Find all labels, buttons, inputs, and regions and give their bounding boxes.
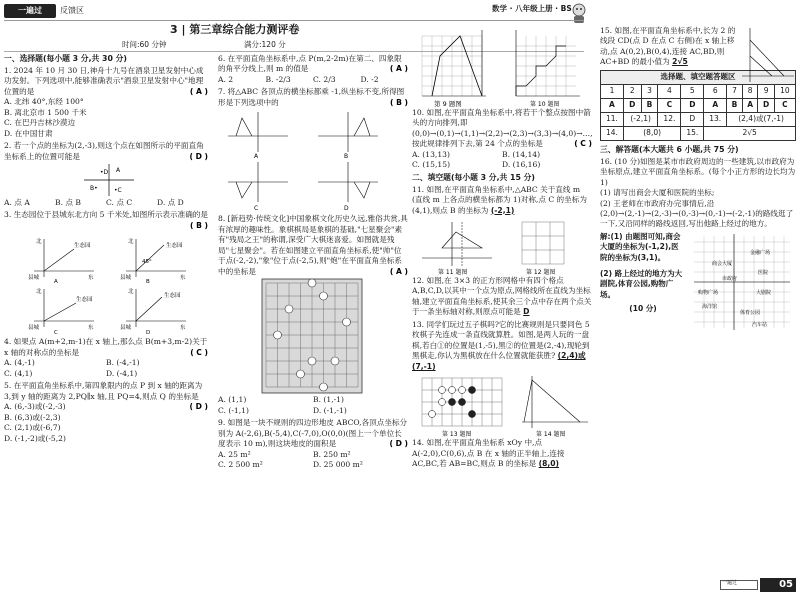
county-label: 县城 — [28, 325, 40, 332]
option: B. (14,14) — [502, 149, 541, 159]
svg-text:•D: •D — [100, 168, 109, 176]
table-cell: D — [623, 98, 641, 112]
option: D. (-4,1) — [106, 368, 138, 378]
question-text: 2. 若一个点的坐标为(2,-3),则这个点在如图所示的平面直角坐标系上的位置可能是 — [4, 141, 204, 161]
page-number: 05 — [760, 578, 796, 592]
fill-answer: 2√5 — [672, 57, 688, 67]
question-text: 14. 如图,在平面直角坐标系 xOy 中,点 A(-2,0),C(0,6),点 B 在 x 轴的正半轴上,连接 AC,BC,若 AB=BC,则点 B 的坐标是 — [412, 438, 565, 469]
answer: ( A ) — [389, 64, 408, 74]
north-label: 北 — [128, 289, 134, 296]
table-cell: D — [681, 98, 704, 112]
option: C. (15,15) — [412, 160, 451, 170]
options — [218, 395, 408, 416]
fill-answer: (-2,1) — [490, 205, 515, 215]
table-cell: 14. — [601, 126, 624, 140]
eco-park-label: 生态园 — [164, 293, 181, 300]
question-text: 7. 将△ABC 各顶点的横坐标都乘 -1,纵坐标不变,所得图形是下列选项中的 — [218, 87, 405, 107]
map-label: 医院 — [758, 269, 769, 276]
question-8 — [218, 214, 408, 416]
option: B. (6,3)或(-2,3) — [4, 412, 61, 422]
chess-board-figure — [218, 277, 408, 395]
options — [4, 358, 208, 379]
east-label: 东 — [180, 275, 186, 282]
figure-caption: 第 10 题图 — [530, 101, 560, 108]
map-label: 商会大厦 — [712, 260, 733, 267]
fill-answer: D — [523, 307, 530, 317]
table-cell: B — [641, 98, 658, 112]
q3-figure — [4, 231, 208, 335]
question-text: 15. 如图,在平面直角坐标系中,长为 2 的线段 CD(点 D 在点 C 右侧)在 x 轴上移动,点 A(0,2),B(0,4),连接 AC,BD,则 AC+BD 的最小值为 — [600, 26, 736, 67]
option: B. (1,-1) — [313, 395, 344, 405]
svg-text:A: A — [116, 166, 121, 174]
map-label: 市政府 — [722, 275, 738, 282]
answer: ( B ) — [389, 97, 408, 107]
figure-caption: 第 11 题图 — [438, 268, 468, 276]
question-text: 12. 如图,在 3×3 的正方形网格中有四个格点 A,B,C,D,以其中一个点为原点,网格线所在直线为坐标轴,建立平面直角坐标系,使其余三个点中存在两个点关于一条坐标轴对称,则原点可能是 — [412, 275, 592, 317]
question-text: 5. 在平面直角坐标系中,第四象限内的点 P 到 x 轴的距离为 3,到 y 轴的距离为 2,PQ∥x 轴,且 PQ=4,则点 Q 的坐标是 — [4, 381, 203, 401]
svg-text:•C: •C — [114, 186, 122, 194]
question-7 — [218, 87, 408, 212]
table-row — [601, 98, 796, 112]
question-5 — [4, 381, 208, 444]
option: D. (-1,-1) — [313, 405, 347, 415]
question-text: 8. [新趋势·传统文化]中国象棋文化历史久远,雅俗共赏,具有浓厚的趣味性。象棋棋局是象棋的基础,"七星聚会"素有"残局之王"的称谓,深受广大棋迷喜爱。如图就是残局"七星聚会"。若在如图建立平面直角坐标系,使"帅"位于点(-2,-2),"象"位于点(-2,5),则"炮"在平面直角坐标系中的坐标是 — [218, 214, 408, 276]
options — [412, 150, 592, 171]
map-label: 金融广场 — [750, 249, 771, 256]
figure-label: C — [54, 330, 58, 336]
table-cell: 5 — [681, 84, 704, 98]
question-16 — [600, 157, 796, 230]
fill-answer: (2,4)或(7,-1) — [412, 351, 586, 371]
q15-figure — [740, 26, 796, 86]
q7-figure — [218, 108, 408, 212]
option: D. (16,16) — [502, 160, 541, 170]
question-text: 11. 如图,在平面直角坐标系中,△ABC 关于直线 m (直线 m 上各点的横坐标都为 1)对称,点 C 的坐标为(4,1),则点 B 的坐标为 — [412, 184, 587, 215]
question-3 — [4, 210, 208, 335]
figure-caption: 第 14 题图 — [536, 431, 566, 439]
question-2 — [4, 141, 208, 208]
answer: ( C ) — [574, 139, 592, 149]
question-text: 6. 在平面直角坐标系中,点 P(m,2-2m)在第二、四象限的角平分线上,则 m 的值是 — [218, 54, 402, 74]
brand-logo: 一遍过 — [4, 4, 56, 18]
question-10 — [412, 108, 592, 171]
solution-text — [600, 232, 686, 332]
table-cell: (-2,1) — [623, 112, 658, 126]
question-4 — [4, 337, 208, 379]
feedback-label: 反馈区 — [60, 6, 84, 15]
figure-label: A — [254, 153, 259, 161]
angle-label: 45° — [142, 259, 152, 266]
answer: ( D ) — [189, 151, 208, 161]
options — [218, 450, 408, 471]
option: B. -2/3 — [265, 74, 291, 84]
section-heading: 三、解答题(本大题共 6 小题,共 75 分) — [600, 144, 739, 154]
option: C. (4,1) — [4, 368, 33, 378]
header-rule — [4, 20, 584, 21]
column-2 — [218, 54, 408, 472]
question-9 — [218, 418, 408, 470]
option: B. 250 m² — [313, 449, 351, 459]
time-label: 时间:60 分钟 — [122, 40, 167, 49]
question-15 — [600, 26, 796, 68]
svg-text:B•: B• — [90, 184, 98, 192]
eco-park-label: 生态园 — [166, 243, 183, 250]
question-14 — [412, 438, 592, 469]
figure-label: D — [344, 205, 349, 213]
option: D. -2 — [360, 74, 379, 84]
table-title: 选择题、填空题答题区 — [601, 70, 796, 84]
table-cell: 3 — [641, 84, 658, 98]
table-cell: D — [758, 98, 774, 112]
section-heading: 二、填空题(每小题 3 分,共 15 分) — [412, 172, 535, 182]
option: B. 点 B — [55, 197, 81, 207]
table-cell: 15. — [681, 126, 704, 140]
table-cell: 13. — [704, 112, 727, 126]
question-text: 9. 如图是一块不规则的四边形地皮 ABCO,各顶点坐标分别为 A(-2,6),B(-5,4),C(-7,0),O(0,0)(图上一个单位长度表示 10 m),则这块地皮的面积是 — [218, 418, 408, 449]
eco-park-label: 生态园 — [74, 243, 91, 250]
table-cell: B — [727, 98, 743, 112]
question-text: 1. 2024 年 10 月 30 日,神舟十九号在酒泉卫星发射中心成功发射。下列选项中,能够准确表示"酒泉卫星发射中心"地理位置的是 — [4, 65, 204, 96]
option: A. 25 m² — [218, 449, 251, 459]
table-row — [601, 126, 796, 140]
table-cell: 2 — [623, 84, 641, 98]
table-cell: 8 — [742, 84, 758, 98]
county-label: 县城 — [120, 275, 132, 282]
question-text: 10. 如图,在平面直角坐标系中,将若干个整点按图中箭头的方向排列,即(0,0)→(0,1)→(1,1)→(2,2)→(2,3)→(3,3)→(4,0)→…,按此规律排列下去,第 24 个点的坐标是 — [412, 108, 593, 149]
city-map-figure — [690, 232, 794, 332]
q2-figure — [4, 162, 208, 198]
question-6 — [218, 54, 408, 85]
north-label: 北 — [128, 239, 134, 246]
sub-question: (2) 王老师在市政府办完事情后,沿(2,0)→(2,-1)→(2,-3)→(0,-3)→(0,-1)→(-2,-1)的路线逛了一下,又沿同样的路线返回,写出他路上经过的地方。 — [600, 198, 794, 229]
question-text: 3. 生态园位于县城东北方向 5 千米处,如图所示表示准确的是 — [4, 210, 208, 220]
answer: ( D ) — [189, 402, 208, 412]
solution-block — [600, 232, 796, 332]
option: C. (2,1)或(-6,7) — [4, 423, 61, 433]
table-cell: A — [704, 98, 727, 112]
map-label: 海洋馆 — [702, 303, 718, 310]
section-heading: 一、选择题(每小题 3 分,共 30 分) — [4, 54, 127, 63]
option: A. (1,1) — [218, 395, 247, 405]
option: C. 在巴丹吉林沙漠边 — [4, 118, 76, 128]
eco-park-label: 生态园 — [76, 297, 93, 304]
county-label: 县城 — [28, 275, 40, 282]
figure-caption: 第 12 题图 — [526, 268, 556, 276]
option: C. (-1,1) — [218, 405, 249, 415]
option: C. 2/3 — [313, 74, 336, 84]
options — [4, 97, 208, 139]
options — [218, 75, 408, 85]
county-label: 县城 — [120, 325, 132, 332]
q13-q14-figures — [412, 374, 592, 438]
q11-q12-figures — [412, 218, 592, 276]
table-cell: C — [774, 98, 795, 112]
answer: ( B ) — [189, 220, 208, 230]
option: A. 北纬 40°,东经 100° — [4, 97, 84, 107]
solution-score: (10 分) — [629, 303, 657, 313]
answer: ( C ) — [190, 347, 208, 357]
option: A. 点 A — [4, 197, 30, 207]
answer: ( A ) — [189, 86, 208, 96]
score-label: 满分:120 分 — [244, 40, 286, 49]
solution-2: (2) 路上经过的地方为大剧院,体育公园,购物广场。 — [600, 268, 683, 299]
options — [4, 198, 208, 208]
column-4 — [600, 26, 796, 332]
option: A. 2 — [218, 74, 234, 84]
solution-1: 解:(1) 由题图可知,商会大厦的坐标为(-1,2),医院的坐标为(3,1)。 — [600, 231, 681, 262]
option: D. 在中国甘肃 — [4, 128, 53, 138]
sub-question: (1) 请写出商会大厦和医院的坐标; — [600, 188, 715, 198]
option: A. (6,-3)或(-2,-3) — [4, 402, 66, 412]
question-text: 4. 如果点 A(m+2,m-1)在 x 轴上,那么点 B(m+3,m-2)关于 x 轴的对称点的坐标是 — [4, 337, 208, 357]
column-1 — [4, 54, 208, 446]
table-cell: A — [742, 98, 758, 112]
east-label: 东 — [88, 325, 94, 332]
option: D. 点 D — [157, 197, 184, 207]
options — [4, 402, 208, 444]
question-12 — [412, 276, 592, 318]
column-3 — [412, 26, 592, 472]
east-label: 东 — [88, 275, 94, 282]
map-label: 体育公园 — [740, 309, 761, 316]
table-cell: 7 — [727, 84, 743, 98]
option: C. 点 C — [106, 197, 133, 207]
answer: ( D ) — [389, 439, 408, 449]
map-label: 大剧院 — [756, 289, 772, 296]
map-label: 汽车站 — [752, 321, 768, 328]
question-text: 16. (10 分)如图是某市市政府周边的一些建筑,以市政府为坐标原点,建立平面直角坐标系。(每个小正方形的边长均为 1) — [600, 156, 796, 187]
option: D. (-1,-2)或(-5,2) — [4, 433, 66, 443]
answer: ( A ) — [389, 266, 408, 276]
figure-label: B — [344, 153, 349, 161]
question-11 — [412, 185, 592, 216]
option: B. (-4,-1) — [106, 358, 140, 368]
question-13 — [412, 320, 592, 372]
q9-q10-figures — [412, 26, 592, 108]
table-cell: 12. — [658, 112, 681, 126]
table-cell: (2,4)或(7,-1) — [727, 112, 796, 126]
option: A. (4,-1) — [4, 358, 35, 368]
table-cell: 4 — [658, 84, 681, 98]
map-label: 购物广场 — [698, 289, 719, 296]
table-cell: 11. — [601, 112, 624, 126]
subject-label: 数学 · 八年级上册 · BS — [492, 4, 572, 13]
figure-caption: 第 9 题图 — [434, 100, 462, 108]
table-cell: C — [658, 98, 681, 112]
table-row — [601, 84, 796, 98]
table-cell: 9 — [758, 84, 774, 98]
exam-title: 3 | 第三章综合能力测评卷 — [170, 23, 300, 36]
east-label: 东 — [180, 325, 186, 332]
table-cell: 1 — [601, 84, 624, 98]
figure-label: B — [146, 279, 150, 286]
table-cell: D — [681, 112, 704, 126]
footer-tag: 一遍过 — [720, 580, 758, 590]
table-cell: (8,0) — [623, 126, 680, 140]
north-label: 北 — [36, 239, 42, 246]
option: C. 2 500 m² — [218, 459, 263, 469]
table-cell: 2√5 — [704, 126, 796, 140]
question-text: 13. 同学们玩过五子棋吗?它的比赛规则是只要同色 5 枚棋子先连成一条直线就算胜。如图,是两人玩的一盘棋,若白①的位置是(1,-5),黑②的位置是(2,-4),现轮到黑棋走,你认为黑棋放在什么位置就能获胜? — [412, 319, 590, 361]
table-cell: 10 — [774, 84, 795, 98]
north-label: 北 — [36, 289, 42, 296]
figure-label: A — [54, 279, 58, 286]
fill-answer: (8,0) — [538, 459, 560, 469]
table-row — [601, 112, 796, 126]
option: D. 25 000 m² — [313, 459, 363, 469]
question-1 — [4, 66, 208, 139]
table-cell: 6 — [704, 84, 727, 98]
table-cell: A — [601, 98, 624, 112]
figure-label: D — [146, 330, 151, 336]
figure-label: C — [254, 205, 259, 213]
option: B. 离北京市 1 500 千米 — [4, 107, 87, 117]
figure-caption: 第 13 题图 — [442, 431, 472, 439]
option: A. (13,13) — [412, 149, 450, 159]
